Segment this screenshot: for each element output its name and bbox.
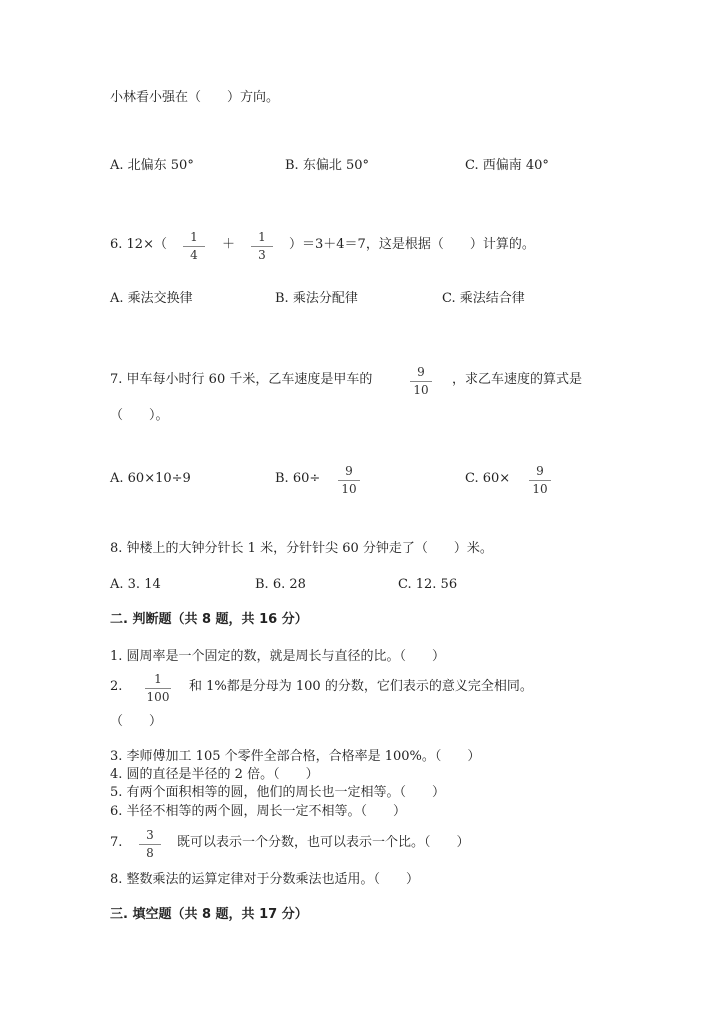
judge-2-fraction xyxy=(143,673,173,704)
judge-8: 8. 整数乘法的运算定律对于分数乘法也适用。（ ） xyxy=(110,872,420,887)
q5-option-c: C. 西偏南 40° xyxy=(465,158,549,173)
judge-2-blank: （ ） xyxy=(110,714,163,729)
fraction-bar xyxy=(251,246,273,247)
fraction-bar xyxy=(139,844,161,845)
judge-3: 3. 李师傅加工 105 个零件全部合格，合格率是 100%。（ ） xyxy=(110,749,481,764)
q6-fraction-2-numerator: 1 xyxy=(258,230,266,244)
q6-fraction-2-denominator: 3 xyxy=(258,248,266,262)
q6-fraction-2 xyxy=(249,231,275,262)
q6-suffix: ）＝3＋4＝7，这是根据（ ）计算的。 xyxy=(289,237,535,252)
fraction-bar xyxy=(145,688,171,689)
judge-2-denominator: 100 xyxy=(146,690,170,704)
q5-stem: 小林看小强在（ ）方向。 xyxy=(110,90,280,105)
q6-option-c: C. 乘法结合律 xyxy=(442,291,525,306)
q7-fraction-numerator: 9 xyxy=(417,365,425,379)
q7-fraction xyxy=(408,366,434,397)
fraction-bar xyxy=(338,480,360,481)
judge-4: 4. 圆的直径是半径的 2 倍。（ ） xyxy=(110,767,319,782)
q7-fraction-denominator: 10 xyxy=(413,383,429,397)
q5-option-a: A. 北偏东 50° xyxy=(110,158,194,173)
q8-stem: 8. 钟楼上的大钟分针长 1 米，分针针尖 60 分钟走了（ ）米。 xyxy=(110,541,493,556)
q6-option-b: B. 乘法分配律 xyxy=(275,291,358,306)
q7-option-c-denominator: 10 xyxy=(532,482,548,496)
q7-option-b-denominator: 10 xyxy=(341,482,357,496)
q7-blank: （ ）。 xyxy=(110,408,169,423)
judge-2-suffix: 和 1%都是分母为 100 的分数，它们表示的意义完全相同。 xyxy=(189,679,533,694)
judge-6: 6. 半径不相等的两个圆，周长一定不相等。（ ） xyxy=(110,804,407,819)
q8-option-b: B. 6. 28 xyxy=(255,577,306,592)
q7-option-a: A. 60×10÷9 xyxy=(110,471,191,486)
judge-7-denominator: 8 xyxy=(146,846,154,860)
q7-suffix: ，求乙车速度的算式是 xyxy=(452,372,583,387)
section-3-title: 三. 填空题（共 8 题，共 17 分） xyxy=(110,907,308,922)
q6-option-a: A. 乘法交换律 xyxy=(110,291,193,306)
judge-1: 1. 圆周率是一个固定的数，就是周长与直径的比。（ ） xyxy=(110,649,446,664)
judge-7-prefix: 7. xyxy=(110,835,123,850)
q6-plus: ＋ xyxy=(222,237,236,252)
q6-fraction-1 xyxy=(181,231,207,262)
q7-option-b-numerator: 9 xyxy=(345,464,353,478)
q7-option-b-fraction xyxy=(336,465,362,496)
fraction-bar xyxy=(410,381,432,382)
judge-7-fraction xyxy=(137,829,163,860)
judge-2-numerator: 1 xyxy=(154,672,162,686)
judge-7-suffix: 既可以表示一个分数，也可以表示一个比。（ ） xyxy=(177,835,470,850)
q6-fraction-1-denominator: 4 xyxy=(190,248,198,262)
q7-prefix: 7. 甲车每小时行 60 千米，乙车速度是甲车的 xyxy=(110,372,373,387)
q7-option-c-numerator: 9 xyxy=(536,464,544,478)
q6-fraction-1-numerator: 1 xyxy=(190,230,198,244)
fraction-bar xyxy=(183,246,205,247)
q8-option-a: A. 3. 14 xyxy=(110,577,161,592)
section-2-title: 二. 判断题（共 8 题，共 16 分） xyxy=(110,612,308,627)
judge-7-numerator: 3 xyxy=(146,828,154,842)
q7-option-c: C. 60× xyxy=(465,471,511,486)
q7-option-b: B. 60÷ xyxy=(275,471,321,486)
judge-5: 5. 有两个面积相等的圆，他们的周长也一定相等。（ ） xyxy=(110,785,446,800)
q5-option-b: B. 东偏北 50° xyxy=(285,158,369,173)
judge-2-prefix: 2. xyxy=(110,679,123,694)
q8-option-c: C. 12. 56 xyxy=(398,577,458,592)
fraction-bar xyxy=(529,480,551,481)
q7-option-c-fraction xyxy=(527,465,553,496)
q6-prefix: 6. 12×（ xyxy=(110,237,167,252)
